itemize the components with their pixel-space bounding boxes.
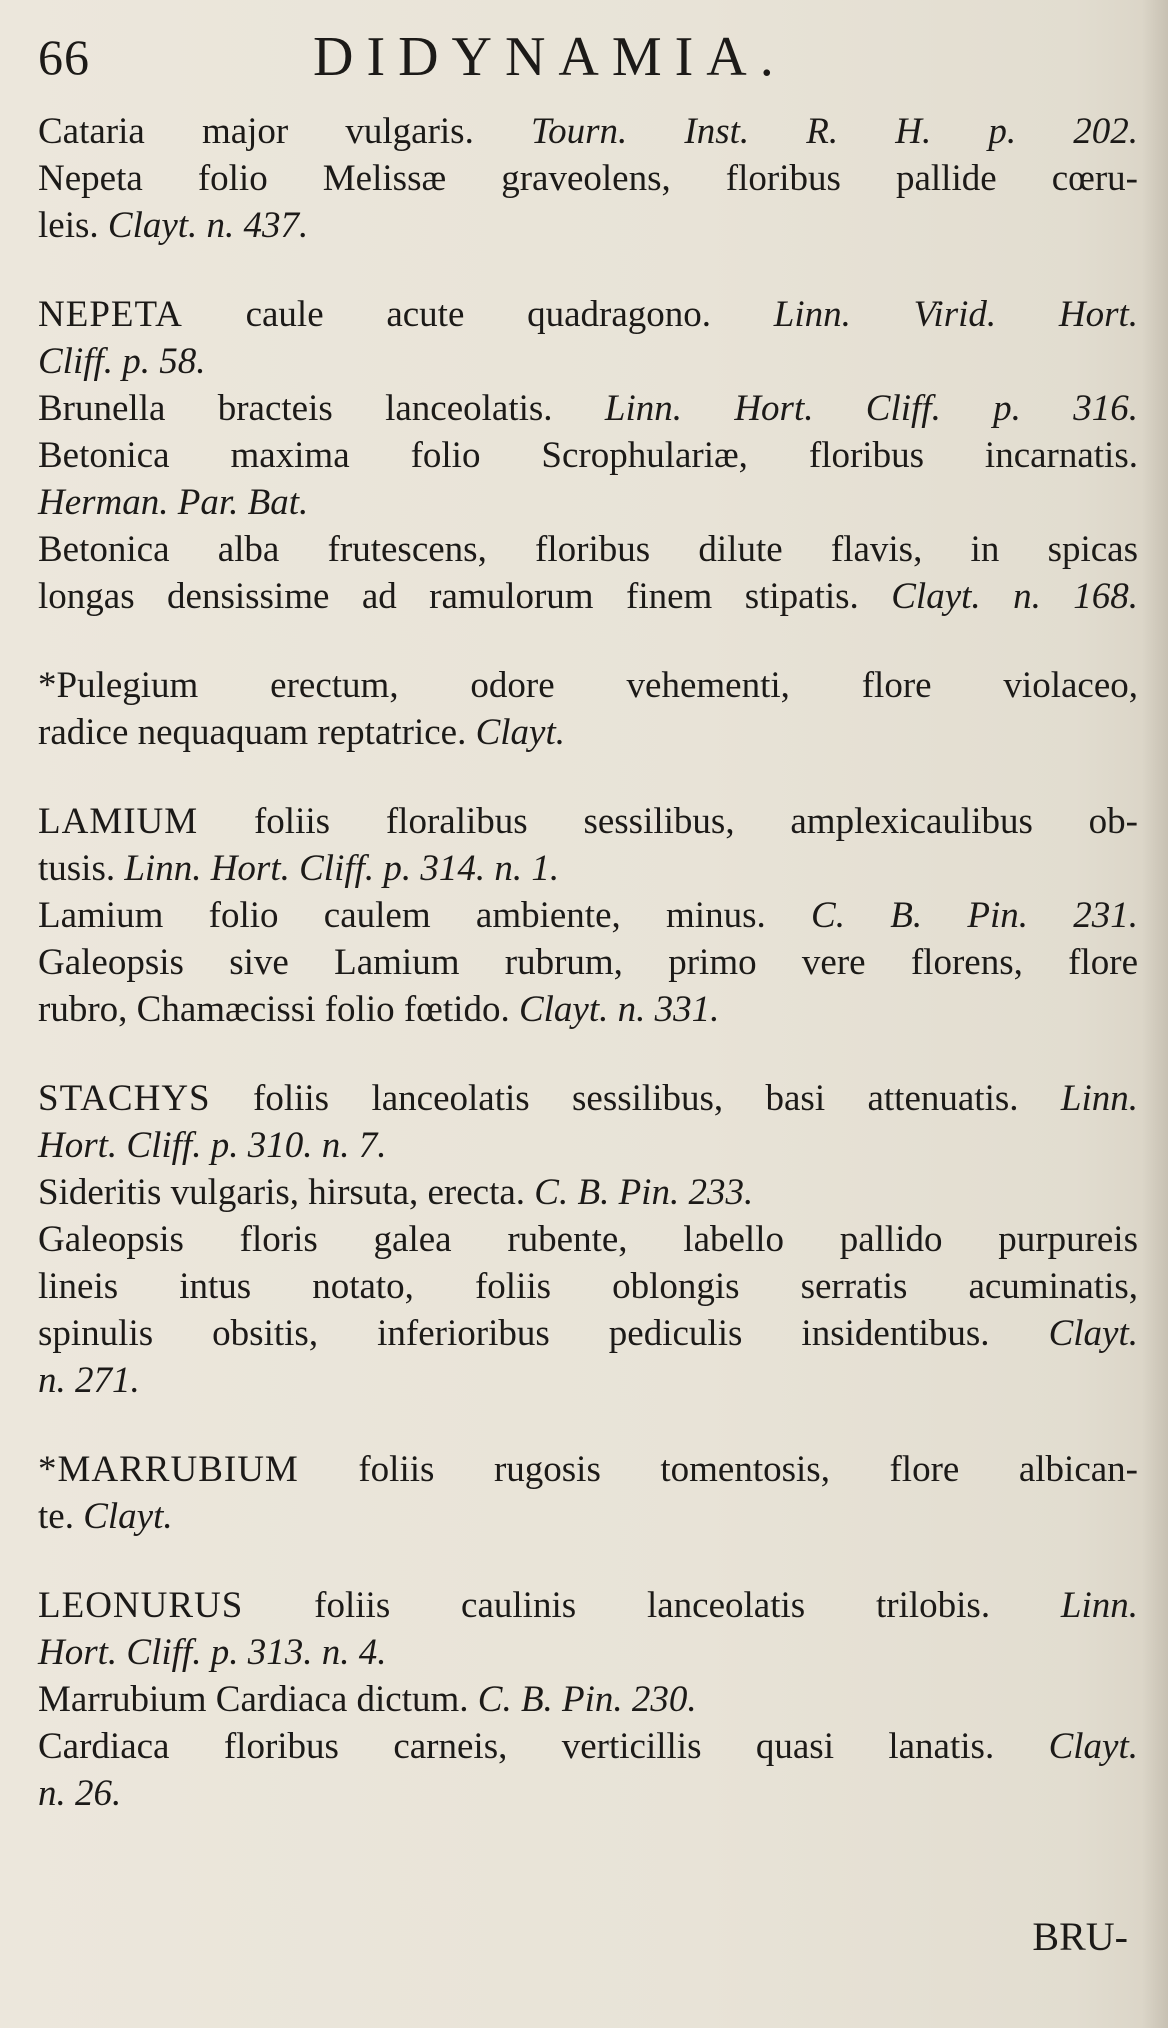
description-text: Betonica maxima folio Scrophulariæ, floribus incarnatis. <box>38 435 1138 476</box>
description-text: Galeopsis floris galea rubente, labello pallido purpureis <box>38 1219 1138 1260</box>
reference-text: Clayt. <box>1048 1726 1139 1767</box>
reference-text: Linn. Hort. Cliff. p. 316. <box>604 388 1138 429</box>
text-line <box>38 432 1138 479</box>
page-gutter-shadow <box>1142 0 1168 2028</box>
text-line <box>38 1629 1138 1676</box>
reference-text: Hort. Cliff. p. 313. n. 4. <box>38 1632 387 1673</box>
reference-text: n. 26. <box>38 1773 122 1814</box>
description-text: Brunella bracteis lanceolatis. <box>38 388 553 429</box>
description-text: Cataria major vulgaris. <box>38 111 474 152</box>
text-line <box>38 526 1138 573</box>
text-line <box>38 798 1138 845</box>
description-text: Lamium folio caulem ambiente, minus. <box>38 895 766 936</box>
text-line <box>38 845 1138 892</box>
text-line <box>38 108 1138 155</box>
reference-text: Clayt. n. 331. <box>518 989 720 1030</box>
reference-text: Linn. <box>1060 1078 1139 1119</box>
page-number: 66 <box>38 29 90 85</box>
description-text: Marrubium Cardiaca dictum. <box>38 1679 469 1720</box>
text-line <box>38 1770 1138 1817</box>
description-text: radice nequaquam reptatrice. <box>38 712 467 753</box>
text-line <box>38 573 1138 620</box>
reference-text: Clayt. <box>1048 1313 1139 1354</box>
text-line <box>38 1122 1138 1169</box>
entry-stachys <box>38 1075 1138 1404</box>
catchword: BRU- <box>1032 1914 1128 1959</box>
running-head <box>38 22 1138 92</box>
genus-name: NEPETA <box>38 294 183 335</box>
reference-text: Clayt. <box>475 712 566 753</box>
reference-text: Hort. Cliff. p. 310. n. 7. <box>38 1125 387 1166</box>
text-line <box>38 1357 1138 1404</box>
description-text: Sideritis vulgaris, hirsuta, erecta. <box>38 1172 526 1213</box>
genus-name: *MARRUBIUM <box>38 1449 299 1490</box>
reference-text: Clayt. n. 437. <box>107 205 309 246</box>
text-line <box>38 892 1138 939</box>
entry-pulegium <box>38 662 1138 756</box>
text-line <box>38 1169 1138 1216</box>
description-text: foliis caulinis lanceolatis trilobis. <box>314 1585 991 1626</box>
description-text: lineis intus notato, foliis oblongis serratis acuminatis, <box>38 1266 1138 1307</box>
reference-text: Linn. Hort. Cliff. p. 314. n. 1. <box>124 848 560 889</box>
text-line <box>38 291 1138 338</box>
text-line <box>38 1676 1138 1723</box>
text-line <box>38 1216 1138 1263</box>
reference-text: Tourn. Inst. R. H. p. 202. <box>530 111 1138 152</box>
text-line <box>38 1723 1138 1770</box>
entry-marrubium <box>38 1446 1138 1540</box>
text-line <box>38 202 1138 249</box>
description-text: tusis. <box>38 848 116 889</box>
text-line <box>38 1446 1138 1493</box>
reference-text: C. B. Pin. 231. <box>811 895 1138 936</box>
reference-text: C. B. Pin. 233. <box>534 1172 754 1213</box>
text-line <box>38 1075 1138 1122</box>
reference-text: C. B. Pin. 230. <box>477 1679 697 1720</box>
text-line <box>38 479 1138 526</box>
reference-text: Cliff. p. 58. <box>38 341 206 382</box>
description-text: foliis lanceolatis sessilibus, basi attenuatis. <box>253 1078 1019 1119</box>
entry-leonurus <box>38 1582 1138 1817</box>
text-line <box>38 939 1138 986</box>
reference-text: Linn. Virid. Hort. <box>773 294 1139 335</box>
text-line <box>38 1263 1138 1310</box>
text-line <box>38 155 1138 202</box>
genus-name: STACHYS <box>38 1078 211 1119</box>
description-text: te. <box>38 1496 74 1537</box>
reference-text: n. 271. <box>38 1360 140 1401</box>
description-text: *Pulegium erectum, odore vehementi, flore violaceo, <box>38 665 1138 706</box>
text-line <box>38 1582 1138 1629</box>
description-text: Cardiaca floribus carneis, verticillis quasi lanatis. <box>38 1726 995 1767</box>
entry-nepeta <box>38 291 1138 620</box>
reference-text: Linn. <box>1060 1585 1139 1626</box>
description-text: foliis rugosis tomentosis, flore albican- <box>358 1449 1138 1490</box>
description-text: Betonica alba frutescens, floribus dilute flavis, in spicas <box>38 529 1138 570</box>
text-line <box>38 709 1138 756</box>
description-text: spinulis obsitis, inferioribus pediculis insidentibus. <box>38 1313 990 1354</box>
entry-lamium <box>38 798 1138 1033</box>
genus-name: LEONURUS <box>38 1585 244 1626</box>
reference-text: Herman. Par. Bat. <box>38 482 309 523</box>
class-title: DIDYNAMIA. <box>313 26 787 88</box>
description-text: Nepeta folio Melissæ graveolens, floribus pallide cœru- <box>38 158 1138 199</box>
reference-text: Clayt. <box>83 1496 173 1537</box>
description-text: rubro, Chamæcissi folio fœtido. <box>38 989 510 1030</box>
description-text: caule acute quadragono. <box>245 294 712 335</box>
text-line <box>38 385 1138 432</box>
description-text: foliis floralibus sessilibus, amplexicaulibus ob- <box>253 801 1139 842</box>
entry-cataria <box>38 108 1138 249</box>
description-text: longas densissime ad ramulorum finem stipatis. <box>38 576 859 617</box>
text-line <box>38 662 1138 709</box>
description-text: leis. <box>38 205 99 246</box>
text-line <box>38 1493 1138 1540</box>
reference-text: Clayt. n. 168. <box>891 576 1138 617</box>
description-text: Galeopsis sive Lamium rubrum, primo vere florens, flore <box>38 942 1138 983</box>
text-line <box>38 986 1138 1033</box>
text-line <box>38 1310 1138 1357</box>
genus-name: LAMIUM <box>38 801 199 842</box>
text-line <box>38 338 1138 385</box>
page-body <box>38 108 1138 1859</box>
